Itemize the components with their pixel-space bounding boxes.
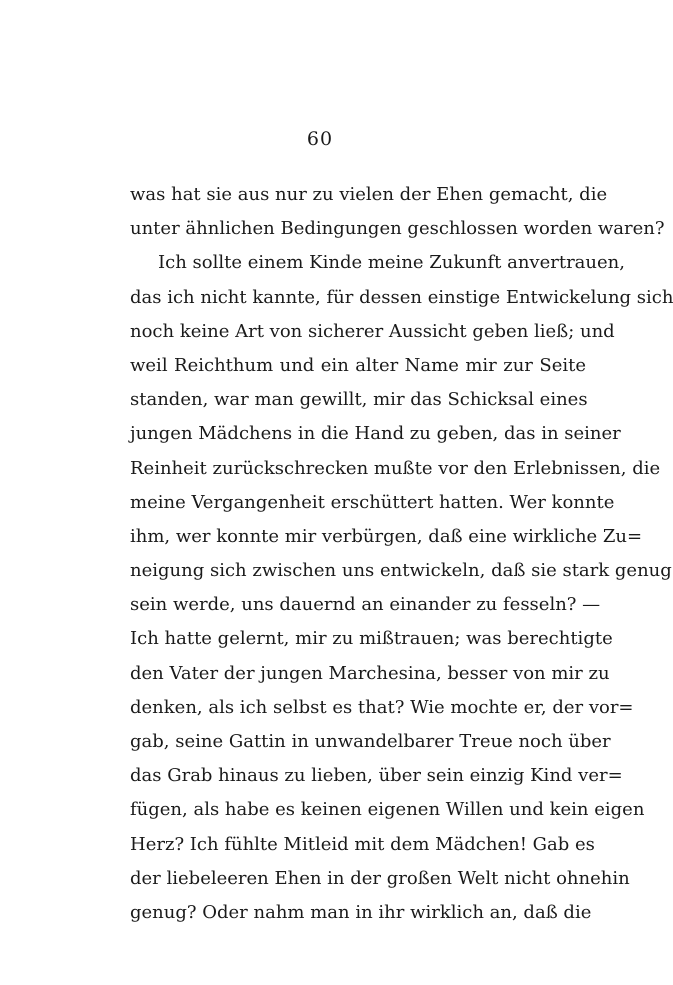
text-line: neigung sich zwischen uns entwickeln, daß sie stark genug — [130, 560, 672, 582]
text-line: gab, seine Gattin in unwandelbarer Treue noch über — [130, 731, 611, 752]
text-line: Ich hatte gelernt, mir zu mißtrauen; was berechtigte — [130, 628, 613, 650]
text-line: ihm, wer konnte mir verbürgen, daß eine wirkliche Zu= — [130, 525, 643, 547]
body-text — [130, 178, 673, 930]
text-line: das Grab hinaus zu lieben, über sein einzig Kind ver= — [130, 765, 623, 787]
text-line: noch keine Art von sicherer Aussicht geben ließ; und — [130, 320, 615, 342]
text-line: jungen Mädchens in die Hand zu geben, das in seiner — [130, 423, 621, 445]
text-line: sein werde, uns dauernd an einander zu fesseln? — — [130, 594, 601, 616]
text-line: fügen, als habe es keinen eigenen Willen und kein eigen — [130, 799, 645, 821]
text-line: genug? Oder nahm man in ihr wirklich an, daß die — [130, 901, 592, 923]
text-line: unter ähnlichen Bedingungen geschlossen worden waren? — [130, 218, 665, 240]
text-line: Herz? Ich fühlte Mitleid mit dem Mädchen! Gab es — [130, 833, 595, 855]
page-number: 60 — [306, 128, 334, 150]
text-line: meine Vergangenheit erschüttert hatten. Wer konnte — [130, 491, 615, 513]
text-line: Ich sollte einem Kinde meine Zukunft anvertrauen, — [158, 252, 625, 274]
text-line: den Vater der jungen Marchesina, besser von mir zu — [130, 662, 610, 684]
text-line: der liebeleeren Ehen in der großen Welt nicht ohnehin — [130, 867, 630, 889]
text-line: was hat sie aus nur zu vielen der Ehen gemacht, die — [130, 184, 608, 205]
text-line: standen, war man gewillt, mir das Schicksal eines — [130, 389, 588, 411]
text-line: Reinheit zurückschrecken mußte vor den Erlebnissen, die — [130, 457, 661, 479]
text-line: denken, als ich selbst es that? Wie mochte er, der vor= — [130, 696, 634, 718]
text-line: das ich nicht kannte, für dessen einstige Entwickelung sich — [130, 286, 673, 308]
text-line: weil Reichthum und ein alter Name mir zur Seite — [130, 354, 586, 376]
